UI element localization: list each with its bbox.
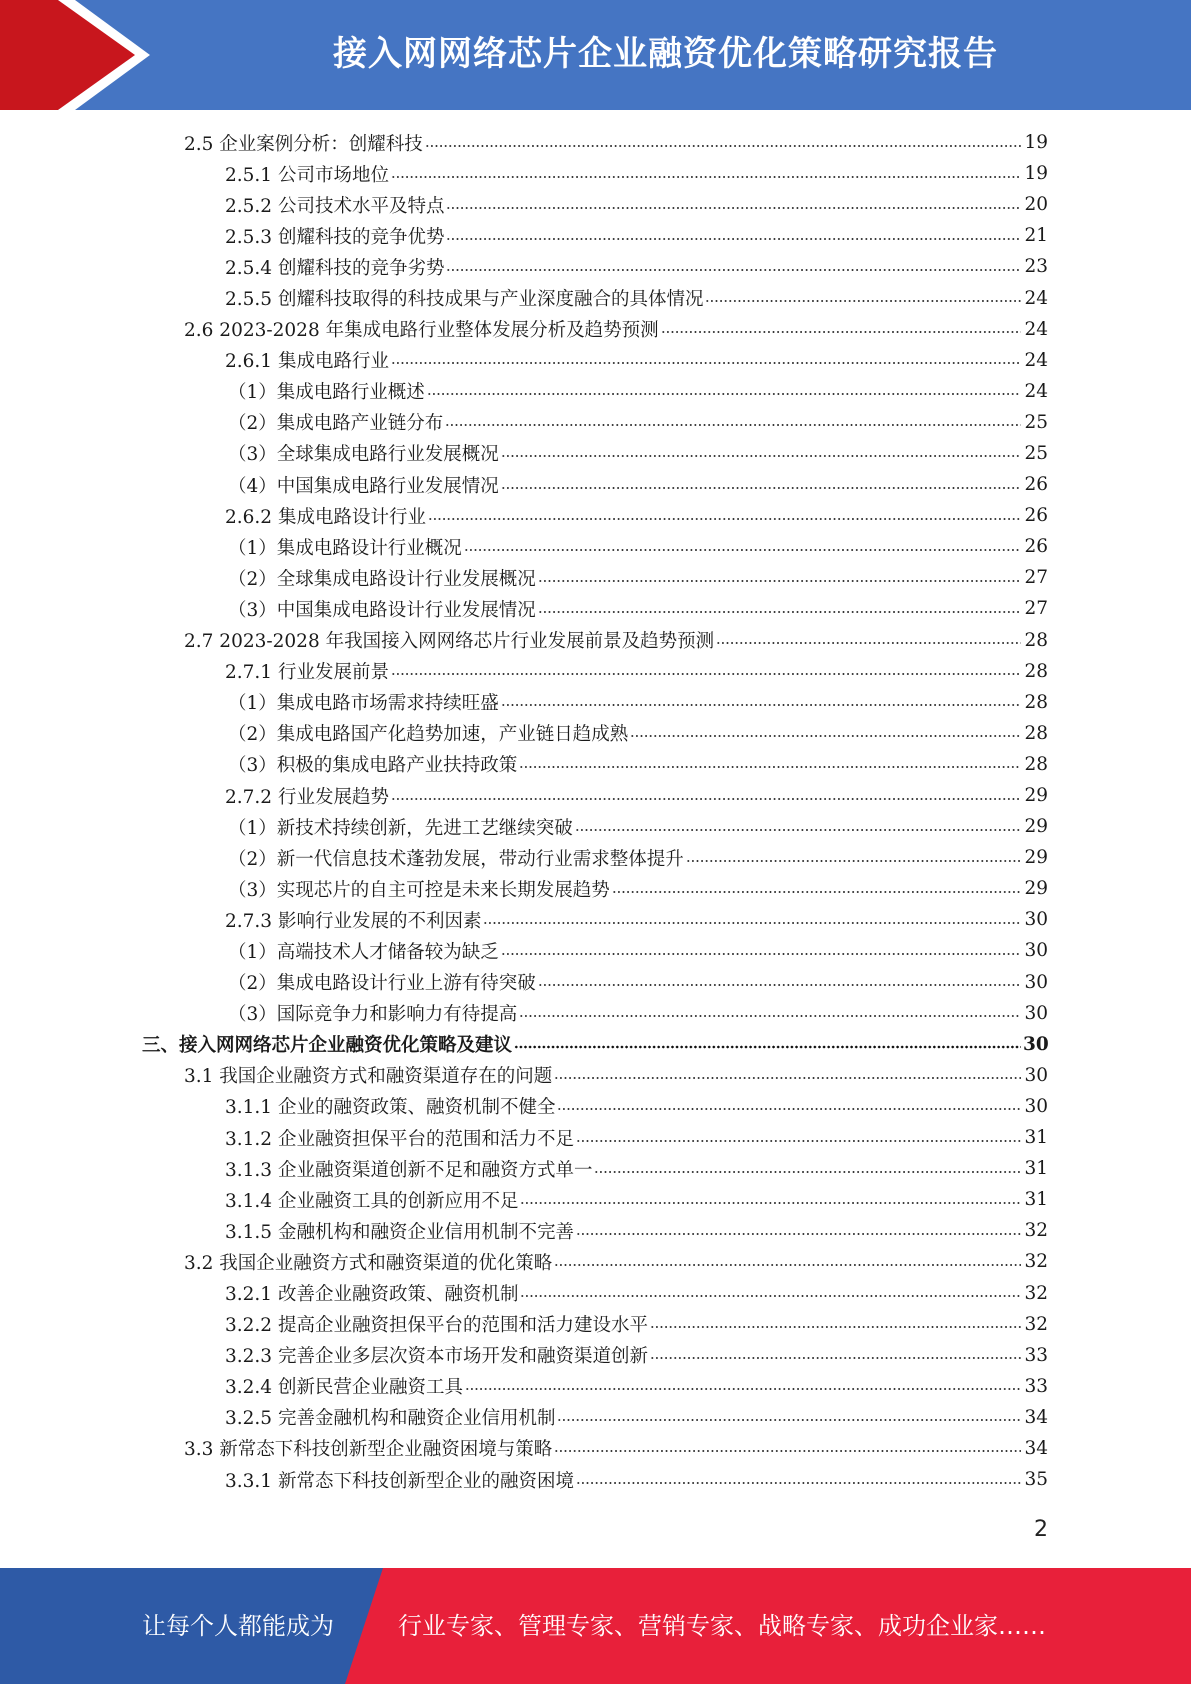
toc-entry-page: 29 bbox=[1024, 816, 1048, 838]
toc-entry[interactable] bbox=[0, 469, 1191, 500]
toc-entry-page: 32 bbox=[1024, 1282, 1048, 1304]
toc-entry-page: 29 bbox=[1024, 878, 1048, 900]
page-footer bbox=[0, 1568, 1191, 1684]
toc-entry-title: 2.7.3 影响行业发展的不利因素 bbox=[225, 910, 482, 932]
toc-entry[interactable] bbox=[0, 1464, 1191, 1495]
toc-entry[interactable] bbox=[0, 593, 1191, 624]
toc-entry[interactable] bbox=[0, 562, 1191, 593]
toc-entry-page: 32 bbox=[1024, 1313, 1048, 1335]
toc-entry-title: 2.7.2 行业发展趋势 bbox=[225, 786, 389, 808]
toc-entry[interactable] bbox=[0, 1122, 1191, 1153]
toc-entry[interactable] bbox=[0, 158, 1191, 189]
toc-dot-leader bbox=[557, 1417, 1021, 1423]
toc-entry-title: 3.2 我国企业融资方式和融资渠道的优化策略 bbox=[184, 1252, 553, 1274]
toc-entry-title: （2）集成电路设计行业上游有待突破 bbox=[228, 973, 536, 995]
toc-dot-leader bbox=[446, 267, 1021, 273]
toc-entry[interactable] bbox=[0, 1060, 1191, 1091]
toc-entry-page: 33 bbox=[1024, 1344, 1048, 1366]
toc-entry-page: 20 bbox=[1024, 194, 1048, 216]
toc-entry[interactable] bbox=[0, 1371, 1191, 1402]
toc-dot-leader bbox=[391, 796, 1021, 802]
toc-entry-page: 30 bbox=[1024, 909, 1048, 931]
toc-entry-title: （2）集成电路产业链分布 bbox=[228, 413, 444, 435]
toc-entry-page: 24 bbox=[1024, 287, 1048, 309]
toc-entry[interactable] bbox=[0, 531, 1191, 562]
toc-dot-leader bbox=[576, 1231, 1021, 1237]
toc-entry-page: 35 bbox=[1024, 1469, 1048, 1491]
toc-entry-title: （2）全球集成电路设计行业发展概况 bbox=[228, 568, 536, 590]
toc-entry[interactable] bbox=[0, 220, 1191, 251]
toc-entry[interactable] bbox=[0, 811, 1191, 842]
toc-dot-leader bbox=[501, 951, 1021, 957]
toc-dot-leader bbox=[538, 578, 1021, 584]
toc-entry[interactable] bbox=[0, 904, 1191, 935]
toc-entry-title: （3）实现芯片的自主可控是未来长期发展趋势 bbox=[228, 879, 610, 901]
toc-entry-page: 25 bbox=[1024, 411, 1048, 433]
toc-entry[interactable] bbox=[0, 1309, 1191, 1340]
toc-entry-title: （3）中国集成电路设计行业发展情况 bbox=[228, 599, 536, 621]
footer-slogan-left: 让每个人都能成为 bbox=[142, 1612, 334, 1640]
toc-entry[interactable] bbox=[0, 1029, 1191, 1060]
toc-entry-title: （2）新一代信息技术蓬勃发展，带动行业需求整体提升 bbox=[228, 848, 684, 870]
toc-entry[interactable] bbox=[0, 1340, 1191, 1371]
toc-dot-leader bbox=[445, 422, 1021, 428]
toc-dot-leader bbox=[520, 1200, 1021, 1206]
toc-entry-title: 3.2.4 创新民营企业融资工具 bbox=[225, 1377, 463, 1399]
toc-entry-page: 31 bbox=[1024, 1158, 1048, 1180]
toc-dot-leader bbox=[446, 236, 1021, 242]
toc-dot-leader bbox=[630, 733, 1021, 739]
toc-entry-title: （1）集成电路设计行业概况 bbox=[228, 537, 462, 559]
toc-dot-leader bbox=[519, 1013, 1021, 1019]
toc-dot-leader bbox=[686, 858, 1021, 864]
toc-entry-page: 29 bbox=[1024, 847, 1048, 869]
toc-entry-title: 2.6.1 集成电路行业 bbox=[225, 351, 389, 373]
toc-entry-page: 28 bbox=[1024, 629, 1048, 651]
toc-dot-leader bbox=[612, 889, 1021, 895]
toc-entry-title: 3.3.1 新常态下科技创新型企业的融资困境 bbox=[225, 1470, 574, 1492]
toc-entry-page: 31 bbox=[1024, 1127, 1048, 1149]
toc-dot-leader bbox=[705, 298, 1021, 304]
toc-dot-leader bbox=[425, 143, 1021, 149]
toc-entry[interactable] bbox=[0, 127, 1191, 158]
toc-entry[interactable] bbox=[0, 438, 1191, 469]
toc-entry-page: 28 bbox=[1024, 660, 1048, 682]
toc-entry[interactable] bbox=[0, 780, 1191, 811]
toc-entry-page: 19 bbox=[1024, 132, 1048, 154]
toc-entry[interactable] bbox=[0, 656, 1191, 687]
toc-entry[interactable] bbox=[0, 1153, 1191, 1184]
toc-entry[interactable] bbox=[0, 935, 1191, 966]
toc-entry-title: 3.3 新常态下科技创新型企业融资困境与策略 bbox=[184, 1439, 553, 1461]
toc-dot-leader bbox=[464, 547, 1021, 553]
toc-entry-page: 28 bbox=[1024, 691, 1048, 713]
toc-entry[interactable] bbox=[0, 967, 1191, 998]
toc-dot-leader bbox=[576, 1138, 1021, 1144]
toc-entry-page: 19 bbox=[1024, 163, 1048, 185]
toc-entry-title: （4）中国集成电路行业发展情况 bbox=[228, 475, 499, 497]
toc-entry-title: 3.2.3 完善企业多层次资本市场开发和融资渠道创新 bbox=[225, 1346, 648, 1368]
toc-entry-page: 25 bbox=[1024, 442, 1048, 464]
toc-entry-title: 3.1.5 金融机构和融资企业信用机制不完善 bbox=[225, 1221, 574, 1243]
toc-dot-leader bbox=[538, 609, 1021, 615]
toc-entry-page: 32 bbox=[1024, 1220, 1048, 1242]
page-number: 2 bbox=[1034, 1517, 1048, 1542]
toc-dot-leader bbox=[391, 174, 1021, 180]
toc-entry-page: 30 bbox=[1024, 971, 1048, 993]
toc-entry-title: （3）国际竞争力和影响力有待提高 bbox=[228, 1004, 518, 1026]
toc-dot-leader bbox=[716, 640, 1021, 646]
toc-entry-page: 32 bbox=[1024, 1251, 1048, 1273]
toc-dot-leader bbox=[446, 205, 1021, 211]
toc-entry-page: 30 bbox=[1023, 1033, 1049, 1055]
toc-entry-page: 24 bbox=[1024, 380, 1048, 402]
toc-entry[interactable] bbox=[0, 718, 1191, 749]
toc-entry[interactable] bbox=[0, 1402, 1191, 1433]
toc-dot-leader bbox=[501, 702, 1021, 708]
toc-entry[interactable] bbox=[0, 842, 1191, 873]
toc-entry-page: 28 bbox=[1024, 722, 1048, 744]
toc-entry-title: 3.2.1 改善企业融资政策、融资机制 bbox=[225, 1284, 519, 1306]
toc-entry-title: （2）集成电路国产化趋势加速，产业链日趋成熟 bbox=[228, 724, 629, 746]
toc-entry-title: 2.5 企业案例分析：创耀科技 bbox=[184, 133, 423, 155]
footer-slogan-right: 行业专家、管理专家、营销专家、战略专家、成功企业家…… bbox=[398, 1612, 1046, 1640]
toc-entry-page: 33 bbox=[1024, 1375, 1048, 1397]
toc-entry-title: （1）集成电路行业概述 bbox=[228, 382, 425, 404]
table-of-contents bbox=[0, 127, 1191, 1495]
toc-entry-title: 3.2.5 完善金融机构和融资企业信用机制 bbox=[225, 1408, 556, 1430]
toc-entry[interactable] bbox=[0, 314, 1191, 345]
toc-entry-page: 24 bbox=[1024, 349, 1048, 371]
toc-dot-leader bbox=[576, 1480, 1021, 1486]
toc-entry-page: 31 bbox=[1024, 1189, 1048, 1211]
toc-entry-title: 2.6.2 集成电路设计行业 bbox=[225, 506, 426, 528]
toc-entry[interactable] bbox=[0, 500, 1191, 531]
toc-entry-page: 30 bbox=[1024, 940, 1048, 962]
toc-dot-leader bbox=[650, 1355, 1021, 1361]
toc-entry-title: 3.1.3 企业融资渠道创新不足和融资方式单一 bbox=[225, 1159, 593, 1181]
toc-entry[interactable] bbox=[0, 749, 1191, 780]
toc-dot-leader bbox=[594, 1169, 1021, 1175]
toc-entry-page: 23 bbox=[1024, 256, 1048, 278]
toc-dot-leader bbox=[501, 485, 1021, 491]
toc-entry[interactable] bbox=[0, 1433, 1191, 1464]
toc-entry[interactable] bbox=[0, 1215, 1191, 1246]
toc-dot-leader bbox=[519, 764, 1021, 770]
toc-entry[interactable] bbox=[0, 282, 1191, 313]
toc-dot-leader bbox=[520, 1293, 1021, 1299]
toc-entry-page: 24 bbox=[1024, 318, 1048, 340]
toc-entry-title: （1）新技术持续创新，先进工艺继续突破 bbox=[228, 817, 573, 839]
toc-entry[interactable] bbox=[0, 1246, 1191, 1277]
toc-entry-title: 三、接入网网络芯片企业融资优化策略及建议 bbox=[142, 1035, 513, 1057]
toc-entry-title: （1）集成电路市场需求持续旺盛 bbox=[228, 693, 499, 715]
toc-dot-leader bbox=[483, 920, 1021, 926]
toc-dot-leader bbox=[465, 1386, 1021, 1392]
toc-entry[interactable] bbox=[0, 1277, 1191, 1308]
toc-dot-leader bbox=[554, 1448, 1021, 1454]
toc-dot-leader bbox=[575, 827, 1021, 833]
toc-entry[interactable] bbox=[0, 873, 1191, 904]
toc-dot-leader bbox=[501, 453, 1021, 459]
toc-entry[interactable] bbox=[0, 407, 1191, 438]
toc-dot-leader bbox=[391, 360, 1021, 366]
toc-entry-page: 26 bbox=[1024, 474, 1048, 496]
toc-entry-page: 27 bbox=[1024, 567, 1048, 589]
toc-entry-page: 34 bbox=[1024, 1437, 1048, 1459]
toc-entry-title: 3.1.2 企业融资担保平台的范围和活力不足 bbox=[225, 1128, 574, 1150]
toc-entry-title: 3.1 我国企业融资方式和融资渠道存在的问题 bbox=[184, 1066, 553, 1088]
toc-entry-page: 26 bbox=[1024, 505, 1048, 527]
toc-entry-page: 27 bbox=[1024, 598, 1048, 620]
toc-entry[interactable] bbox=[0, 687, 1191, 718]
toc-dot-leader bbox=[427, 391, 1021, 397]
toc-dot-leader bbox=[554, 1262, 1021, 1268]
report-title: 接入网网络芯片企业融资优化策略研究报告 bbox=[333, 34, 998, 74]
toc-entry[interactable] bbox=[0, 189, 1191, 220]
toc-entry-title: 2.5.2 公司技术水平及特点 bbox=[225, 195, 445, 217]
toc-entry-page: 30 bbox=[1024, 1095, 1048, 1117]
toc-entry-page: 30 bbox=[1024, 1002, 1048, 1024]
toc-entry-title: 2.5.3 创耀科技的竞争优势 bbox=[225, 226, 445, 248]
toc-dot-leader bbox=[428, 516, 1021, 522]
toc-dot-leader bbox=[661, 329, 1021, 335]
toc-entry[interactable] bbox=[0, 251, 1191, 282]
toc-dot-leader bbox=[514, 1044, 1021, 1050]
toc-entry-title: 3.1.4 企业融资工具的创新应用不足 bbox=[225, 1190, 519, 1212]
toc-entry-page: 30 bbox=[1024, 1064, 1048, 1086]
toc-entry-title: （3）积极的集成电路产业扶持政策 bbox=[228, 755, 518, 777]
toc-entry-title: 2.7 2023-2028 年我国接入网网络芯片行业发展前景及趋势预测 bbox=[184, 631, 715, 653]
toc-entry-title: 2.6 2023-2028 年集成电路行业整体发展分析及趋势预测 bbox=[184, 320, 659, 342]
toc-entry-title: 2.5.1 公司市场地位 bbox=[225, 164, 389, 186]
toc-entry-page: 21 bbox=[1024, 225, 1048, 247]
toc-entry[interactable] bbox=[0, 345, 1191, 376]
toc-entry[interactable] bbox=[0, 1184, 1191, 1215]
toc-entry-title: （1）高端技术人才储备较为缺乏 bbox=[228, 941, 499, 963]
toc-entry-title: 2.5.5 创耀科技取得的科技成果与产业深度融合的具体情况 bbox=[225, 289, 704, 311]
toc-entry-page: 29 bbox=[1024, 785, 1048, 807]
toc-dot-leader bbox=[538, 982, 1021, 988]
toc-entry-title: 3.2.2 提高企业融资担保平台的范围和活力建设水平 bbox=[225, 1315, 648, 1337]
toc-dot-leader bbox=[557, 1106, 1021, 1112]
toc-entry-title: 2.5.4 创耀科技的竞争劣势 bbox=[225, 257, 445, 279]
toc-entry-title: （3）全球集成电路行业发展概况 bbox=[228, 444, 499, 466]
toc-dot-leader bbox=[391, 671, 1021, 677]
toc-entry-title: 2.7.1 行业发展前景 bbox=[225, 662, 389, 684]
toc-dot-leader bbox=[650, 1324, 1021, 1330]
toc-entry[interactable] bbox=[0, 376, 1191, 407]
toc-entry[interactable] bbox=[0, 998, 1191, 1029]
toc-entry-title: 3.1.1 企业的融资政策、融资机制不健全 bbox=[225, 1097, 556, 1119]
toc-entry-page: 34 bbox=[1024, 1406, 1048, 1428]
page-header bbox=[0, 0, 1191, 110]
toc-dot-leader bbox=[554, 1075, 1021, 1081]
toc-entry[interactable] bbox=[0, 625, 1191, 656]
toc-entry[interactable] bbox=[0, 1091, 1191, 1122]
toc-entry-page: 28 bbox=[1024, 753, 1048, 775]
toc-entry-page: 26 bbox=[1024, 536, 1048, 558]
